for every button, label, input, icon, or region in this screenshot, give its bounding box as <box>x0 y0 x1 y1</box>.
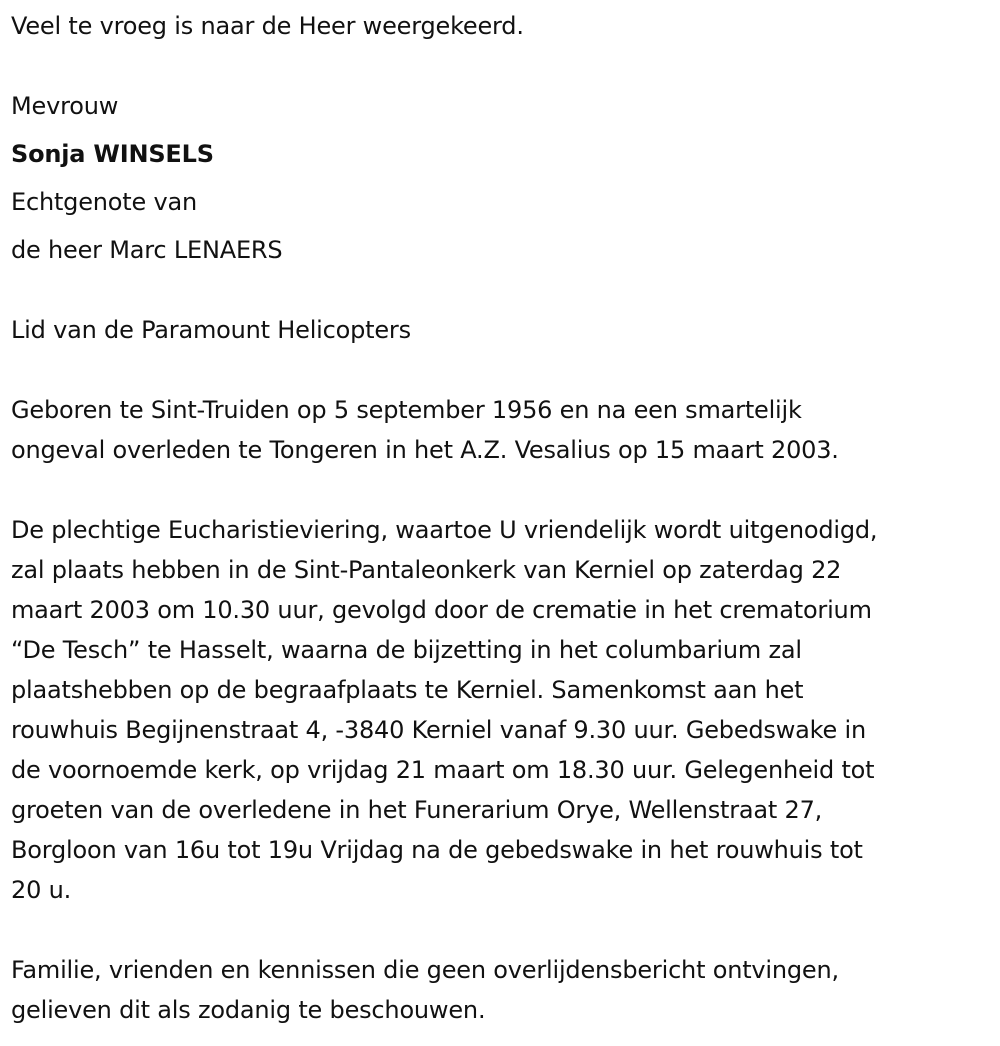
ceremony-line: maart 2003 om 10.30 uur, gevolgd door de crematie in het crematorium <box>11 596 872 624</box>
ceremony-line: zal plaats hebben in de Sint-Pantaleonkerk van Kerniel op zaterdag 22 <box>11 556 842 584</box>
relation-label: Echtgenote van <box>11 188 198 216</box>
birth-death-line: ongeval overleden te Tongeren in het A.Z. Vesalius op 15 maart 2003. <box>11 436 839 464</box>
ceremony-line: De plechtige Eucharistieviering, waartoe U vriendelijk wordt uitgenodigd, <box>11 516 878 544</box>
ceremony-line: rouwhuis Begijnenstraat 4, -3840 Kerniel vanaf 9.30 uur. Gebedswake in <box>11 716 866 744</box>
spouse-name: de heer Marc LENAERS <box>11 236 283 264</box>
ceremony-line: groeten van de overledene in het Funerarium Orye, Wellenstraat 27, <box>11 796 823 824</box>
intro-line: Veel te vroeg is naar de Heer weergekeerd. <box>11 12 524 40</box>
closing-line: gelieven dit als zodanig te beschouwen. <box>11 996 486 1024</box>
ceremony-line: 20 u. <box>11 876 72 904</box>
salutation: Mevrouw <box>11 92 119 120</box>
ceremony-line: de voornoemde kerk, op vrijdag 21 maart om 18.30 uur. Gelegenheid tot <box>11 756 875 784</box>
ceremony-line: “De Tesch” te Hasselt, waarna de bijzetting in het columbarium zal <box>11 636 802 664</box>
deceased-name: Sonja WINSELS <box>11 140 214 168</box>
ceremony-line: plaatshebben op de begraafplaats te Kerniel. Samenkomst aan het <box>11 676 804 704</box>
birth-death-line: Geboren te Sint-Truiden op 5 september 1956 en na een smartelijk <box>11 396 802 424</box>
membership-line: Lid van de Paramount Helicopters <box>11 316 411 344</box>
ceremony-line: Borgloon van 16u tot 19u Vrijdag na de gebedswake in het rouwhuis tot <box>11 836 863 864</box>
closing-line: Familie, vrienden en kennissen die geen overlijdensbericht ontvingen, <box>11 956 839 984</box>
